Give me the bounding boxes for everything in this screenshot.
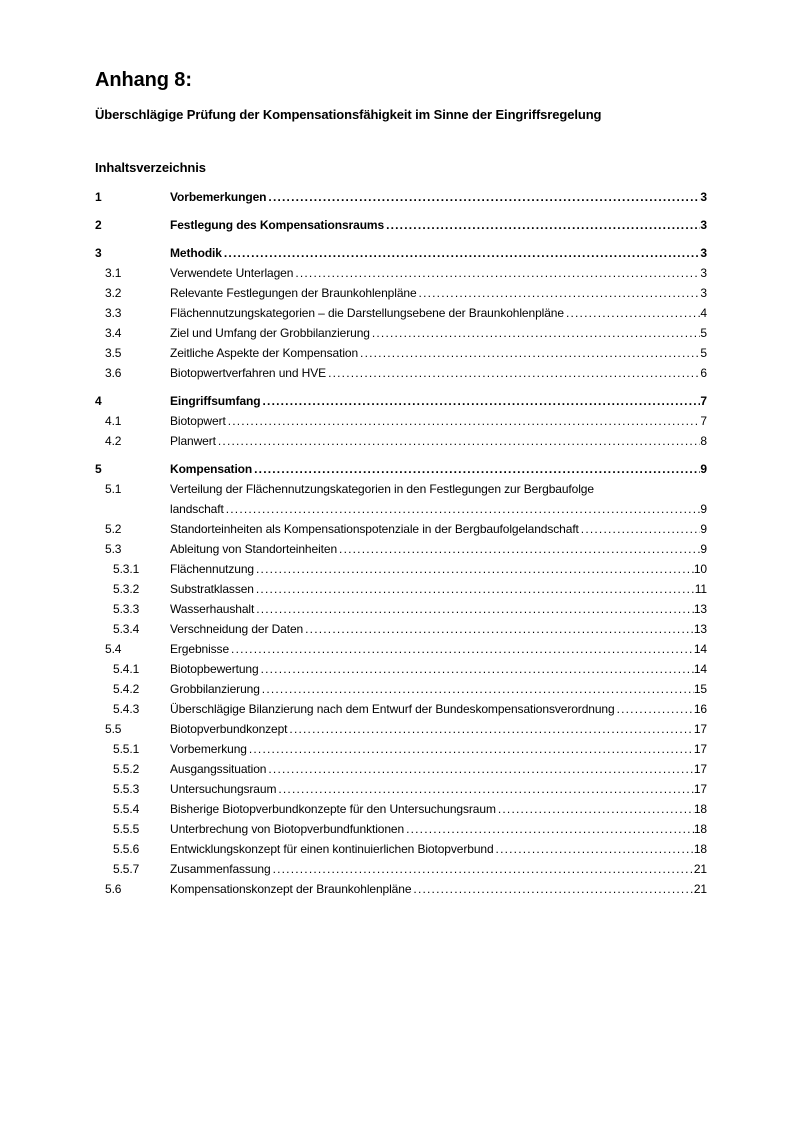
toc-line bbox=[95, 459, 707, 479]
toc-entry bbox=[95, 519, 707, 539]
toc-line bbox=[95, 639, 707, 659]
toc-entry bbox=[95, 363, 707, 383]
toc-line bbox=[95, 519, 707, 539]
toc-leader-dots bbox=[419, 283, 701, 303]
toc-title: Grobbilanzierung bbox=[170, 682, 260, 696]
toc-title: Verwendete Unterlagen bbox=[170, 266, 294, 280]
toc-page-number: 4 bbox=[700, 306, 707, 320]
toc-number: 4 bbox=[95, 394, 102, 408]
toc-number: 3.1 bbox=[105, 266, 122, 280]
toc-page-number: 9 bbox=[700, 522, 707, 536]
toc-number: 5.6 bbox=[105, 882, 122, 896]
toc-page-number: 10 bbox=[693, 562, 707, 576]
toc-title: Planwert bbox=[170, 434, 216, 448]
toc-title: Untersuchungsraum bbox=[170, 782, 277, 796]
toc-leader-dots bbox=[372, 323, 701, 343]
toc-page-number: 18 bbox=[693, 822, 707, 836]
toc-number: 5.4.3 bbox=[113, 702, 140, 716]
toc-leader-dots bbox=[262, 679, 694, 699]
toc-number: 5.3.1 bbox=[113, 562, 140, 576]
toc-leader-dots bbox=[305, 619, 694, 639]
toc-page-number: 17 bbox=[693, 722, 707, 736]
toc-entry bbox=[95, 479, 707, 519]
toc-page-number: 3 bbox=[700, 218, 707, 232]
toc-title: Biotopverbundkonzept bbox=[170, 722, 288, 736]
toc-page-number: 3 bbox=[700, 190, 707, 204]
toc-entry bbox=[95, 391, 707, 411]
toc-page-number: 15 bbox=[693, 682, 707, 696]
toc-entry bbox=[95, 459, 707, 479]
toc-title: Überschlägige Bilanzierung nach dem Entwurf der Bundeskompensationsverordnung bbox=[170, 702, 615, 716]
toc-title: Ausgangssituation bbox=[170, 762, 267, 776]
toc-entry bbox=[95, 599, 707, 619]
toc-entry bbox=[95, 343, 707, 363]
toc-line bbox=[95, 879, 707, 899]
toc-line bbox=[95, 303, 707, 323]
toc-line bbox=[95, 559, 707, 579]
toc-title: Zeitliche Aspekte der Kompensation bbox=[170, 346, 359, 360]
toc-title: Eingriffsumfang bbox=[170, 394, 261, 408]
toc-number: 1 bbox=[95, 190, 102, 204]
toc-leader-dots bbox=[254, 459, 700, 479]
toc-leader-dots bbox=[224, 243, 701, 263]
toc-title: Substratklassen bbox=[170, 582, 254, 596]
toc-line bbox=[95, 579, 707, 599]
toc-entry bbox=[95, 619, 707, 639]
toc-number: 4.1 bbox=[105, 414, 122, 428]
toc-entry bbox=[95, 739, 707, 759]
toc-page-number: 3 bbox=[700, 266, 707, 280]
toc-page-number: 5 bbox=[700, 326, 707, 340]
toc-leader-dots bbox=[406, 819, 694, 839]
toc-leader-dots bbox=[617, 699, 694, 719]
toc-line bbox=[95, 819, 707, 839]
toc-page-number: 9 bbox=[700, 502, 707, 516]
toc-leader-dots bbox=[328, 363, 700, 383]
toc-title: Entwicklungskonzept für einen kontinuierlichen Biotopverbund bbox=[170, 842, 494, 856]
toc-leader-dots bbox=[231, 639, 694, 659]
toc-number: 3.4 bbox=[105, 326, 122, 340]
toc-number: 5.2 bbox=[105, 522, 122, 536]
toc-line bbox=[95, 411, 707, 431]
toc-page-number: 9 bbox=[700, 542, 707, 556]
document-heading: Anhang 8: bbox=[95, 69, 192, 91]
toc-title: Flächennutzung bbox=[170, 562, 254, 576]
toc-line bbox=[95, 799, 707, 819]
toc-leader-dots bbox=[263, 391, 701, 411]
toc-number: 2 bbox=[95, 218, 102, 232]
toc-page-number: 13 bbox=[693, 622, 707, 636]
toc-entry bbox=[95, 411, 707, 431]
toc-title: Verschneidung der Daten bbox=[170, 622, 304, 636]
toc-entry bbox=[95, 679, 707, 699]
toc-title: Vorbemerkung bbox=[170, 742, 247, 756]
toc-entry bbox=[95, 323, 707, 343]
toc-page-number: 3 bbox=[700, 286, 707, 300]
toc-page-number: 21 bbox=[693, 882, 707, 896]
toc-title: Festlegung des Kompensationsraums bbox=[170, 218, 385, 232]
toc-page-number: 14 bbox=[693, 642, 707, 656]
toc-number: 5.3.4 bbox=[113, 622, 140, 636]
toc-number: 5 bbox=[95, 462, 102, 476]
toc-title: Ziel und Umfang der Grobbilanzierung bbox=[170, 326, 370, 340]
toc-line bbox=[95, 699, 707, 719]
toc-title: Biotopwertverfahren und HVE bbox=[170, 366, 327, 380]
toc-page-number: 9 bbox=[700, 462, 707, 476]
toc-entry bbox=[95, 719, 707, 739]
toc-title: Ableitung von Standorteinheiten bbox=[170, 542, 338, 556]
toc-line bbox=[95, 323, 707, 343]
toc-title: Ergebnisse bbox=[170, 642, 230, 656]
toc-page-number: 3 bbox=[700, 246, 707, 260]
toc-entry bbox=[95, 639, 707, 659]
toc-title: Zusammenfassung bbox=[170, 862, 271, 876]
toc-entry bbox=[95, 215, 707, 235]
toc-leader-dots bbox=[228, 411, 701, 431]
toc-line bbox=[95, 719, 707, 739]
toc-title: Wasserhaushalt bbox=[170, 602, 255, 616]
toc-leader-dots bbox=[273, 859, 694, 879]
toc-leader-dots bbox=[386, 215, 700, 235]
toc-leader-dots bbox=[261, 659, 694, 679]
toc-leader-dots bbox=[268, 187, 700, 207]
toc-title: Relevante Festlegungen der Braunkohlenpläne bbox=[170, 286, 417, 300]
toc-number: 5.5.5 bbox=[113, 822, 140, 836]
toc-title: Flächennutzungskategorien – die Darstellungsebene der Braunkohlenpläne bbox=[170, 306, 564, 320]
toc-page-number: 17 bbox=[693, 782, 707, 796]
toc-page-number: 7 bbox=[700, 414, 707, 428]
toc-leader-dots bbox=[226, 499, 701, 519]
page-content bbox=[95, 0, 707, 899]
toc-number: 5.4.2 bbox=[113, 682, 140, 696]
toc-line bbox=[95, 739, 707, 759]
toc-number: 4.2 bbox=[105, 434, 122, 448]
toc-leader-dots bbox=[339, 539, 700, 559]
toc-entry bbox=[95, 263, 707, 283]
toc-line bbox=[95, 283, 707, 303]
toc-leader-dots bbox=[566, 303, 700, 323]
toc-line bbox=[95, 759, 707, 779]
toc-line bbox=[95, 479, 707, 499]
toc-page-number: 14 bbox=[693, 662, 707, 676]
toc-number: 5.3 bbox=[105, 542, 122, 556]
toc-number: 5.5.2 bbox=[113, 762, 140, 776]
toc-page-number: 8 bbox=[700, 434, 707, 448]
toc-entry bbox=[95, 879, 707, 899]
toc-line bbox=[95, 839, 707, 859]
toc-leader-dots bbox=[360, 343, 700, 363]
toc-line bbox=[95, 431, 707, 451]
toc-leader-dots bbox=[249, 739, 694, 759]
toc-page-number: 17 bbox=[693, 742, 707, 756]
toc-number: 5.5 bbox=[105, 722, 122, 736]
toc-number: 3.5 bbox=[105, 346, 122, 360]
toc-number: 3.3 bbox=[105, 306, 122, 320]
toc-entry bbox=[95, 579, 707, 599]
toc-entry bbox=[95, 859, 707, 879]
toc-entry bbox=[95, 779, 707, 799]
toc-line bbox=[95, 243, 707, 263]
toc-leader-dots bbox=[498, 799, 694, 819]
toc-entry bbox=[95, 699, 707, 719]
toc-title: Kompensationskonzept der Braunkohlenpläne bbox=[170, 882, 412, 896]
toc-leader-dots bbox=[268, 759, 693, 779]
toc-leader-dots bbox=[581, 519, 701, 539]
toc-number: 3.2 bbox=[105, 286, 122, 300]
toc-page-number: 11 bbox=[694, 582, 707, 596]
toc-number: 5.4 bbox=[105, 642, 122, 656]
toc-line bbox=[95, 539, 707, 559]
toc-leader-dots bbox=[256, 559, 694, 579]
toc-line bbox=[95, 659, 707, 679]
toc-title: Methodik bbox=[170, 246, 222, 260]
toc-title: Verteilung der Flächennutzungskategorien in den Festlegungen zur Bergbaufolge bbox=[170, 482, 594, 496]
toc-page-number: 6 bbox=[700, 366, 707, 380]
toc-number: 5.5.1 bbox=[113, 742, 140, 756]
toc-page-number: 16 bbox=[693, 702, 707, 716]
toc-line bbox=[95, 679, 707, 699]
toc-leader-dots bbox=[289, 719, 693, 739]
toc-number: 3 bbox=[95, 246, 102, 260]
toc-title-continued: landschaft bbox=[170, 502, 224, 516]
toc-page-number: 18 bbox=[693, 802, 707, 816]
toc-number: 5.5.4 bbox=[113, 802, 140, 816]
toc-title: Unterbrechung von Biotopverbundfunktionen bbox=[170, 822, 405, 836]
toc-number: 5.5.6 bbox=[113, 842, 140, 856]
toc-line bbox=[95, 263, 707, 283]
toc-number: 5.4.1 bbox=[113, 662, 140, 676]
toc-leader-dots bbox=[256, 579, 695, 599]
toc-entry bbox=[95, 659, 707, 679]
toc-number: 5.5.3 bbox=[113, 782, 140, 796]
toc-page-number: 7 bbox=[700, 394, 707, 408]
toc-line bbox=[95, 215, 707, 235]
toc-entry bbox=[95, 303, 707, 323]
toc-number: 3.6 bbox=[105, 366, 122, 380]
toc-entry bbox=[95, 283, 707, 303]
toc-entry bbox=[95, 819, 707, 839]
toc-line bbox=[95, 779, 707, 799]
toc-page-number: 18 bbox=[693, 842, 707, 856]
toc-page-number: 13 bbox=[693, 602, 707, 616]
toc-leader-dots bbox=[278, 779, 693, 799]
toc-title: Biotopwert bbox=[170, 414, 226, 428]
toc-page-number: 5 bbox=[700, 346, 707, 360]
toc-title: Bisherige Biotopverbundkonzepte für den Untersuchungsraum bbox=[170, 802, 496, 816]
toc-entry bbox=[95, 759, 707, 779]
toc-line bbox=[95, 187, 707, 207]
document-subheading: Überschlägige Prüfung der Kompensationsfähigkeit im Sinne der Eingriffsregelung bbox=[95, 107, 602, 122]
toc-leader-dots bbox=[496, 839, 694, 859]
toc-line bbox=[95, 363, 707, 383]
toc-heading: Inhaltsverzeichnis bbox=[95, 160, 206, 175]
toc-number: 5.1 bbox=[105, 482, 122, 496]
toc-leader-dots bbox=[413, 879, 693, 899]
toc-line bbox=[95, 391, 707, 411]
toc-entry bbox=[95, 539, 707, 559]
toc-entry bbox=[95, 187, 707, 207]
toc-title: Vorbemerkungen bbox=[170, 190, 267, 204]
toc-line bbox=[95, 343, 707, 363]
toc-entry bbox=[95, 799, 707, 819]
toc-leader-dots bbox=[295, 263, 700, 283]
toc-entry bbox=[95, 559, 707, 579]
toc-entry bbox=[95, 839, 707, 859]
toc-line bbox=[95, 859, 707, 879]
toc-number: 5.3.2 bbox=[113, 582, 140, 596]
toc-entry bbox=[95, 243, 707, 263]
toc-entry bbox=[95, 431, 707, 451]
toc-line-wrap bbox=[95, 499, 707, 519]
toc-title: Kompensation bbox=[170, 462, 253, 476]
toc-title: Standorteinheiten als Kompensationspotenziale in der Bergbaufolgelandschaft bbox=[170, 522, 579, 536]
toc-leader-dots bbox=[256, 599, 694, 619]
toc-line bbox=[95, 599, 707, 619]
toc-number: 5.3.3 bbox=[113, 602, 140, 616]
toc-leader-dots bbox=[218, 431, 701, 451]
toc-title: Biotopbewertung bbox=[170, 662, 259, 676]
toc-list bbox=[95, 187, 707, 899]
toc-line bbox=[95, 619, 707, 639]
toc-number: 5.5.7 bbox=[113, 862, 140, 876]
toc-page-number: 21 bbox=[693, 862, 707, 876]
toc-page-number: 17 bbox=[693, 762, 707, 776]
